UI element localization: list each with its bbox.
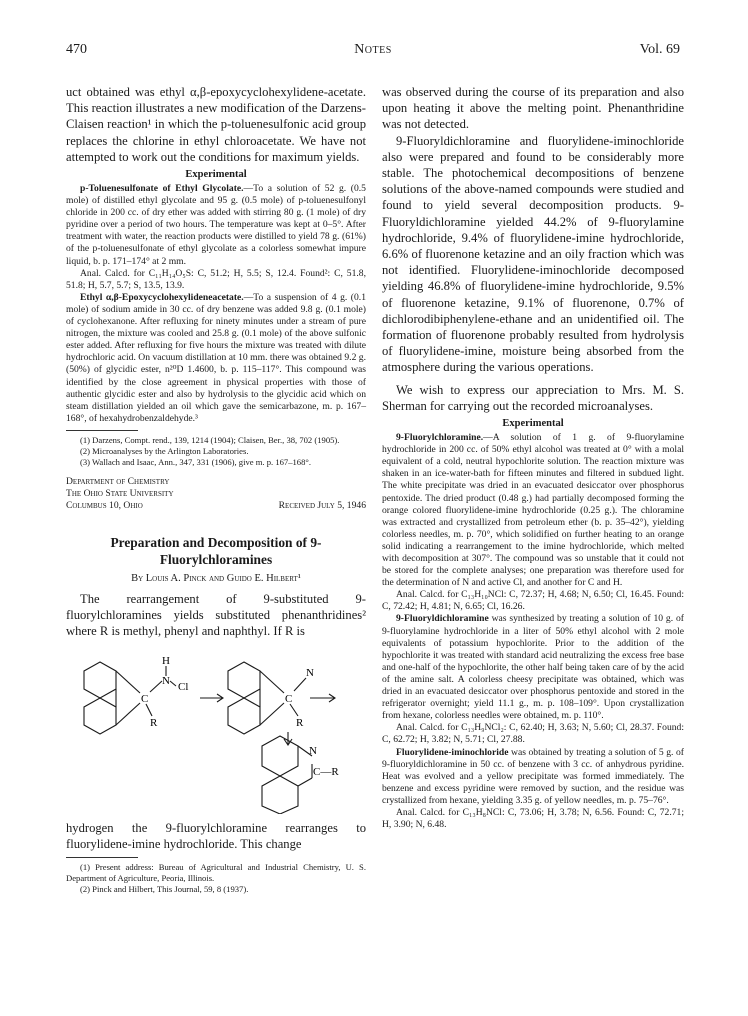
right-paragraph-1: was observed during the course of its preparation and also upon heating it above the melting point. Phenanthridine was not detected. <box>382 85 684 132</box>
r-group-label-2: R <box>296 716 304 729</box>
benzene-ring <box>228 698 260 734</box>
article-title: Preparation and Decomposition of 9-Fluorylchloramines <box>110 534 322 567</box>
epoxy-procedure <box>66 292 366 425</box>
dichloramine-body: was synthesized by treating a solution of 10 g. of 9-fluorylamine hydrochloride in a liter of 50% ethyl alcohol with 2 mole equivalents of potassium hypochlorite. Prior to the addition of the hypochlorite it was treated with standard acid neutralizing the excess free base and one-half of the hypochlorite, the other half being taken care of by the acid of the amine salt. A colorless cheesy precipitate was obtained, which was dried in an evacuated desiccator over phosphorus pentoxide and stored in the refrigerator overnight; yield 11.1 g., m. p. 108–109°. Upon crystallization from hexane, colorless needles were obtained, m. p. 110°. <box>382 613 684 722</box>
experimental-heading-right: Experimental <box>502 418 564 430</box>
iminochloride-analysis: Anal. Calcd. for C₁₃H₈NCl: C, 73.06; H, 3.78; N, 6.56. Found: C, 72.71; H, 3.90; N, 6.48. <box>382 806 684 831</box>
article-paragraph-2: hydrogen the 9-fluorylchloramine rearranges to fluorylidene-imine hydrochloride. This change <box>66 820 366 851</box>
running-header <box>66 42 680 62</box>
chlorine-label: Cl <box>178 680 189 693</box>
c-r-label: C—R <box>313 765 339 778</box>
footnote-rule <box>66 430 138 431</box>
benzene-ring <box>228 662 260 698</box>
fluorylchloramine-analysis: Anal. Calcd. for C₁₃H₁₀NCl: C, 72.37; H, 4.68; N, 6.50; Cl, 16.45. Found: C, 72.42; H, 4.81; N, 6.65; Cl, 16.26. <box>382 589 684 613</box>
nitrogen-label: N <box>162 674 170 687</box>
epoxy-title: Ethyl α,β-Epoxycyclohexylideneacetate. <box>80 291 244 303</box>
city-label: Columbus 10, Ohio <box>66 499 143 511</box>
hydrogen-label: H <box>162 654 170 667</box>
footnote-rule-2 <box>66 857 138 858</box>
running-title: Notes <box>354 42 392 57</box>
address-line <box>66 500 366 512</box>
dichloramine-procedure <box>382 613 684 722</box>
left-column <box>66 84 366 895</box>
volume-label: Vol. 69 <box>639 42 680 57</box>
toluenesulfonate-title: p-Toluenesulfonate of Ethyl Glycolate. <box>80 183 244 195</box>
nitrogen-label-3: N <box>309 744 317 757</box>
department-line: Department of Chemistry <box>66 475 170 487</box>
right-paragraph-2: 9-Fluoryldichloramine and fluorylidene-iminochloride also were prepared and found to be considerably more stable. The photochemical decompositions of benzene solutions of the above-named compounds were studied and found to yield several decomposition products. 9-Fluoryldichloramine yielded 44.2% of 9-fluorylamine hydrochloride, 9.4% of fluorylidene-imine hydrochloride, 6.6% of fluorenone ketazine and an oily fraction which was not identified. Fluorylidene-iminochloride decomposed yielding 46.8% of fluorylidene-imine hydrochloride, 9.5% of fluorenone ketazine, 9.1% of fluorenone, 0.7% of dichlorodibiphenylene-ethane and an unidentified oil. The formation of fluorenone probably resulted from hydrolysis of fluorylidene-imine, moisture being absorbed from the atmosphere during the various operations. <box>382 133 684 375</box>
carbon-label: C <box>141 692 149 705</box>
footnote-1: (1) Darzens, Compt. rend., 139, 1214 (1904); Claisen, Ber., 38, 702 (1905). <box>80 434 340 445</box>
dichloramine-analysis: Anal. Calcd. for C₁₃H₉NCl₂: C, 62.40; H, 3.63; N, 5.60; Cl, 28.37. Found: C, 62.72; H, 3.82; N, 5.71; Cl, 27.88. <box>382 722 684 746</box>
experimental-heading-left: Experimental <box>185 169 247 181</box>
right-column <box>382 84 684 831</box>
benzene-ring <box>262 776 298 814</box>
footnote-3: (3) Wallach and Isaac, Ann., 347, 331 (1906), give m. p. 167–168°. <box>80 456 311 467</box>
article-footnote-2: (2) Pinck and Hilbert, This Journal, 59, 8 (1937). <box>80 883 249 894</box>
university-line: The Ohio State University <box>66 487 174 499</box>
article-paragraph-1: The rearrangement of 9-substituted 9-fluorylchloramines yields substituted phenanthridines² where R is methyl, phenyl and naphthyl. If R is <box>66 591 366 639</box>
toluenesulfonate-analysis: Anal. Calcd. for C₁₁H₁₄O₅S: C, 51.2; H, 5.5; S, 12.4. Found²: C, 51.8, 51.8; H, 5.7, 5.7; S, 13.5, 13.9. <box>66 267 366 291</box>
benzene-ring <box>262 736 298 776</box>
iminochloride-body: was obtained by treating a solution of 5 g. of 9-fluoryldichloramine in 50 cc. of benzene with 3 cc. of anhydrous pyridine. Heat was evolved and a yellow precipitate was formed immediately. The benzene and excess pyridine were removed by suction, and the residue was crystallized from hexane, yielding 3.35 g. of yellow needles, m. p. 75–76°. <box>382 746 684 806</box>
footnote-2: (2) Microanalyses by the Arlington Laboratories. <box>80 445 249 456</box>
toluenesulfonate-body: —To a solution of 52 g. (0.5 mole) of distilled ethyl glycolate and 95 g. (0.5 mole) of p-toluenesulfonyl chloride in 200 cc. of dry ether was added with stirring 80 g. (1 mole) of dry pyridine over a period of two hours. The temperature was kept at 0–5°. After treatment with water, the reaction products were distilled to yield 78 g. (61%) of the p-toluenesulfonate of ethyl glycolate as a colorless somewhat impure liquid, b. p. 171–174° at 2 mm. <box>66 183 366 267</box>
fluorylchloramine-procedure <box>382 432 684 589</box>
r-group-label: R <box>150 716 158 729</box>
article-authors: By Louis A. Pinck and Guido E. Hilbert¹ <box>131 572 301 584</box>
iminochloride-procedure <box>382 747 684 807</box>
page-number: 470 <box>66 42 87 57</box>
article-footnote-1: (1) Present address: Bureau of Agricultural and Industrial Chemistry, U. S. Department of Agriculture, Peoria, Illinois. <box>66 861 366 883</box>
intro-paragraph: uct obtained was ethyl α,β-epoxycyclohexylidene-acetate. This reaction illustrates a new modification of the Darzens-Claisen reaction¹ in which the p-toluenesulfonic acid group replaces the chlorine in ethyl chloroacetate. We have not attempted to work out the conditions for maximum yields. <box>66 85 366 164</box>
dichloramine-title: 9-Fluoryldichloramine <box>396 613 489 625</box>
epoxy-body: —To a suspension of 4 g. (0.1 mole) of sodium amide in 30 cc. of dry benzene was added 9.8 g. (0.1 mole) of cyclohexanone. After refluxing for ninety minutes under a stream of pure nitrogen, the mixture was cooled and 25.8 g. (0.1 mole) of the above sulfonic ester added. After refluxing for five hours the mixture was treated with dilute hydrochloric acid. On vacuum distillation at 10 mm. there was obtained 9.2 g. (50%) of glycidic ester, n²⁰D 1.4600, b. p. 115–117°. This compound was identified by the close agreement in physical properties with those of authentic glycidic ester and also by hydrolysis to the glycidic acid which on steam distillation yielded an oil which gave the semicarbazone, m. p. 167–168°, of hexahydrobenzaldehyde.³ <box>66 291 366 424</box>
fluorylchloramine-title: 9-Fluorylchloramine. <box>396 432 484 444</box>
reaction-scheme <box>66 640 366 814</box>
received-date: Received July 5, 1946 <box>278 499 366 511</box>
benzene-ring <box>84 698 116 734</box>
iminochloride-title: Fluorylidene-iminochloride <box>396 746 509 758</box>
toluenesulfonate-procedure <box>66 183 366 268</box>
benzene-ring <box>84 662 116 698</box>
nitrogen-label-2: N <box>306 666 314 679</box>
carbon-label-2: C <box>285 692 293 705</box>
acknowledgment-paragraph: We wish to express our appreciation to Mrs. M. S. Sherman for carrying out the recorded microanalyses. <box>382 382 684 413</box>
fluorylchloramine-body: —A solution of 1 g. of 9-fluorylamine hydrochloride in 200 cc. of 50% ethyl alcohol was treated at 0° with a molal equivalent of a cold, neutral hypochlorite solution. The reaction mixture was shaken in an ice-water-bath for fifteen minutes and filtered in subdued light. The white precipitate was dried in an evacuated desiccator over phosphorus pentoxide. The dried product (0.48 g.) had partially decomposed forming the orange colored fluorylidene-imine hydrochloride (0.25 g.). The chloramine was extracted and crystallized from petroleum ether (b. p. 35–42°), yielding colorless needles, m. p. 70°, which solidified on further heating to an orange solid indicating a rearrangement to the imine hydrochloride, which melted with decomposition at 307°. The compound was so unstable that it could not be stored for the complete analyses; one preparation was therefore used for the determination of N and active Cl, and another for C and H. <box>382 432 684 589</box>
